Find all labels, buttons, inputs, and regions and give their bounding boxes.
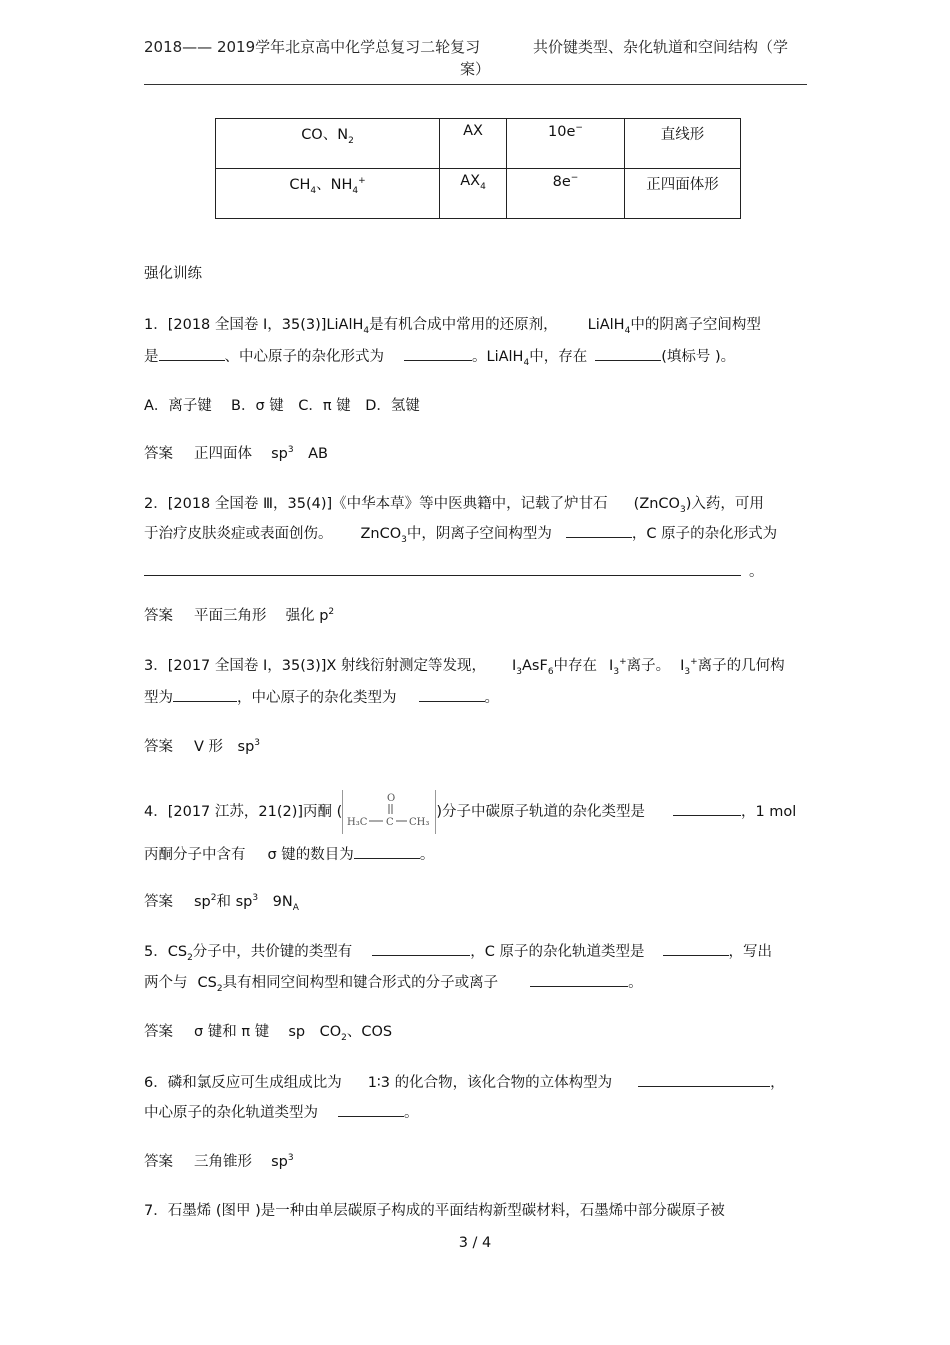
table-row <box>216 119 741 169</box>
answer-blank[interactable] <box>566 525 632 538</box>
question-4-line-2: 丙酮分子中含有 σ 键的数目为 。 <box>144 847 435 863</box>
question-2-line-2: 于治疗皮肤炎症或表面创伤。 ZnCO$_3$中，阴离子空间构型为 ，C 原子的杂化形式为 <box>144 526 778 545</box>
answer-blank[interactable] <box>372 943 470 956</box>
answer-blank[interactable] <box>638 1074 770 1087</box>
molecule-left-group: H₃C <box>347 817 368 828</box>
question-4-answer: 答案 $sp^2$和 $sp^3$ $9N_A$ <box>144 893 299 913</box>
question-3-answer: 答案 V 形 $sp^3$ <box>144 738 261 755</box>
question-2-answer: 答案 平面三角形 强化 $p^2$ <box>144 607 335 624</box>
question-1-options: A．离子键 B．σ 键 C．π 键 D．氢键 <box>144 398 420 414</box>
section-title: 强化训练 <box>144 266 202 282</box>
answer-blank[interactable] <box>530 974 628 987</box>
answer-blank[interactable] <box>595 348 661 361</box>
page-number: 3 / 4 <box>458 1235 492 1251</box>
question-1-line-1: 1．[2018 全国卷 Ⅰ，35(3)]LiAlH$_4$是有机合成中常用的还原剂， LiAlH$_4$中的阴离子空间构型 <box>144 317 761 336</box>
answer-blank[interactable] <box>144 563 741 576</box>
header-topic-title-wrap: 案） <box>460 60 491 78</box>
table-cell-species: CO、$N_2$ <box>216 119 440 169</box>
table-cell-shape: 正四面体形 <box>625 169 741 219</box>
table-cell-shape: 直线形 <box>625 119 741 169</box>
header-course-title: 2018—— 2019学年北京高中化学总复习二轮复习 <box>144 38 481 56</box>
answer-blank[interactable] <box>663 943 729 956</box>
acetone-structure-image <box>342 790 436 834</box>
header-divider <box>144 84 807 85</box>
table-cell-electrons: 10e− <box>507 119 625 169</box>
question-6-line-1: 6．磷和氯反应可生成组成比为 1∶3 的化合物，该化合物的立体构型为 ， <box>144 1075 785 1091</box>
table-cell-formula: $AX_4$ <box>440 169 507 219</box>
vsepr-table <box>215 118 741 219</box>
table-cell-electrons: 8e− <box>507 169 625 219</box>
answer-blank[interactable] <box>419 689 485 702</box>
question-6-line-2: 中心原子的杂化轨道类型为 。 <box>144 1105 419 1121</box>
question-2-line-3: 。 <box>144 560 764 581</box>
question-2-line-1: 2．[2018 全国卷 Ⅲ，35(4)]《中华本草》等中医典籍中，记载了炉甘石 (ZnCO$_3$)入药，可用 <box>144 496 764 515</box>
answer-blank[interactable] <box>404 348 472 361</box>
table-row <box>216 169 741 219</box>
answer-blank[interactable] <box>159 348 225 361</box>
answer-blank[interactable] <box>354 846 420 859</box>
question-1-answer: 答案 正四面体 $sp^3$ AB <box>144 445 328 462</box>
header-topic-title: 共价键类型、杂化轨道和空间结构（学 <box>532 38 788 56</box>
question-5-answer: 答案 σ 键和 π 键 sp $CO_2$、COS <box>144 1024 393 1043</box>
molecule-oxygen-label: O <box>387 793 396 804</box>
question-6-answer: 答案 三角锥形 $sp^3$ <box>144 1153 294 1170</box>
question-5-line-2: 两个与 $CS_2$具有相同空间构型和键合形式的分子或离子 。 <box>144 975 643 994</box>
question-3-line-1: 3．[2017 全国卷 Ⅰ，35(3)]X 射线衍射测定等发现， $I_3AsF_6$中存在 $I_3^+$离子。 $I_3^+$离子的几何构 <box>144 657 785 677</box>
molecule-right-group: CH₃ <box>409 817 430 828</box>
question-7-line-1: 7．石墨烯 (图甲 )是一种由单层碳原子构成的平面结构新型碳材料，石墨烯中部分碳原子被 <box>144 1203 725 1219</box>
answer-blank[interactable] <box>673 803 741 816</box>
table-cell-formula: AX <box>440 119 507 169</box>
table-cell-species: $CH_4$、$NH_4^+$ <box>216 169 440 219</box>
question-1-line-2: 是 、中心原子的杂化形式为 。LiAlH$_4$中，存在 (填标号 )。 <box>144 349 736 368</box>
question-4-line-1: 4．[2017 江苏，21(2)]丙酮 ( O H₃C C CH₃ )分子中碳原子轨道的杂化类型是 ，1 mol <box>144 790 796 834</box>
answer-blank[interactable] <box>173 689 237 702</box>
question-5-line-1: 5．$CS_2$分子中，共价键的类型有 ，C 原子的杂化轨道类型是 ，写出 <box>144 944 773 963</box>
molecule-center-atom: C <box>386 817 394 828</box>
question-3-line-2: 型为 ，中心原子的杂化类型为 。 <box>144 690 499 706</box>
answer-blank[interactable] <box>338 1104 404 1117</box>
